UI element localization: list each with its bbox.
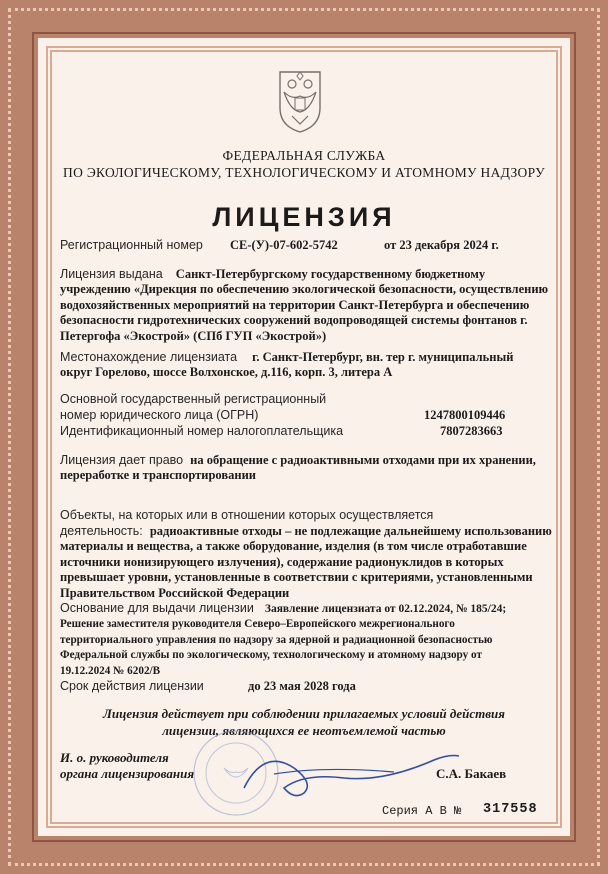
location-line: г. Санкт-Петербург, вн. тер г. муниципальный <box>252 350 514 364</box>
document-title: ЛИЦЕНЗИЯ <box>212 202 396 232</box>
objects-line: превышает уровни, установленные в соответствии с критериями, установленными <box>60 570 533 585</box>
eagle-emblem-icon <box>270 66 330 136</box>
signatory-title-line2: органа лицензирования <box>60 766 195 781</box>
objects-label-line2: деятельность: <box>60 524 143 538</box>
signatory-name: С.А. Бакаев <box>436 766 507 781</box>
license-right-block <box>60 453 556 484</box>
validity-value: до 23 мая 2028 года <box>248 679 356 693</box>
basis-label: Основание для выдачи лицензии <box>60 601 254 615</box>
validity-label: Срок действия лицензии <box>60 679 204 693</box>
serial-label: Серия А В № <box>382 804 462 818</box>
issued-to-line: безопасности гидротехнических сооружений водопроводящей системы фонтанов г. <box>60 313 528 328</box>
objects-line: материалы и вещества, а также оборудование, изделия (в том числе отработавшие <box>60 539 527 554</box>
basis-line: 19.12.2024 № 6202/В <box>60 664 161 677</box>
ogrn-label-line1: Основной государственный регистрационный <box>60 392 327 406</box>
basis-line: Решение заместителя руководителя Северо–Европейского межрегионального <box>60 618 455 631</box>
serial-number: 317558 <box>483 802 538 817</box>
condition-line1: Лицензия действует при соблюдении прилагаемых условий действия <box>103 706 505 721</box>
handwritten-signature <box>234 738 464 808</box>
basis-line: Федеральной службы по экологическому, технологическому и атомному надзору от <box>60 649 482 662</box>
inn-label: Идентификационный номер налогоплательщика <box>60 424 344 438</box>
license-right-line: на обращение с радиоактивными отходами при их хранении, <box>190 453 536 467</box>
ogrn-label-line2: номер юридического лица (ОГРН) <box>60 408 259 422</box>
inn-value: 7807283663 <box>440 424 503 438</box>
issued-to-line: водохозяйственных мероприятий на территории Санкт-Петербурга и обеспечению <box>60 297 530 312</box>
agency-name-line1: ФЕДЕРАЛЬНАЯ СЛУЖБА <box>222 148 386 163</box>
location-block <box>60 350 556 381</box>
issued-to-label: Лицензия выдана <box>60 267 163 281</box>
signatory-title-line1: И. о. руководителя <box>60 750 169 765</box>
objects-line: Правительством Российской Федерации <box>60 585 290 600</box>
location-line: округ Горелово, шоссе Волхонское, д.116, корп. 3, литера А <box>60 365 393 380</box>
objects-label-line1: Объекты, на которых или в отношении которых осуществляется <box>60 508 434 522</box>
license-document <box>38 38 570 836</box>
registration-label: Регистрационный номер <box>60 238 203 252</box>
ogrn-value: 1247800109446 <box>424 408 506 422</box>
issued-to-line: учреждению «Дирекция по обеспечению экологической безопасности, осуществлению <box>60 282 549 297</box>
license-right-line: переработке и транспортировании <box>60 468 256 483</box>
issued-to-line: Петергофа «Экострой» (СПб ГУП «Экострой») <box>60 328 327 343</box>
basis-line: территориального управления по надзору за ядерной и радиационной безопасностью <box>60 633 493 646</box>
registration-date: от 23 декабря 2024 г. <box>384 238 499 252</box>
condition-line2: лицензии, являющихся ее неотъемлемой частью <box>162 723 446 738</box>
basis-application: Заявление лицензиата от 02.12.2024, № 185/24; <box>264 603 507 615</box>
location-label: Местонахождение лицензиата <box>60 350 238 364</box>
objects-line: радиоактивные отходы – не подлежащие дальнейшему использованию <box>149 524 552 538</box>
objects-block <box>60 524 556 601</box>
objects-line: источники ионизирующего излучения), содержание радионуклидов в которых <box>60 554 504 569</box>
issued-to-block <box>60 267 556 344</box>
issued-to-line: Санкт-Петербургскому государственному бюджетному <box>175 267 486 281</box>
basis-block <box>60 601 556 679</box>
agency-name-line2: ПО ЭКОЛОГИЧЕСКОМУ, ТЕХНОЛОГИЧЕСКОМУ И АТОМНОМУ НАДЗОРУ <box>63 165 545 180</box>
license-right-label: Лицензия дает право <box>60 453 184 467</box>
registration-number: СЕ-(У)-07-602-5742 <box>230 238 338 252</box>
